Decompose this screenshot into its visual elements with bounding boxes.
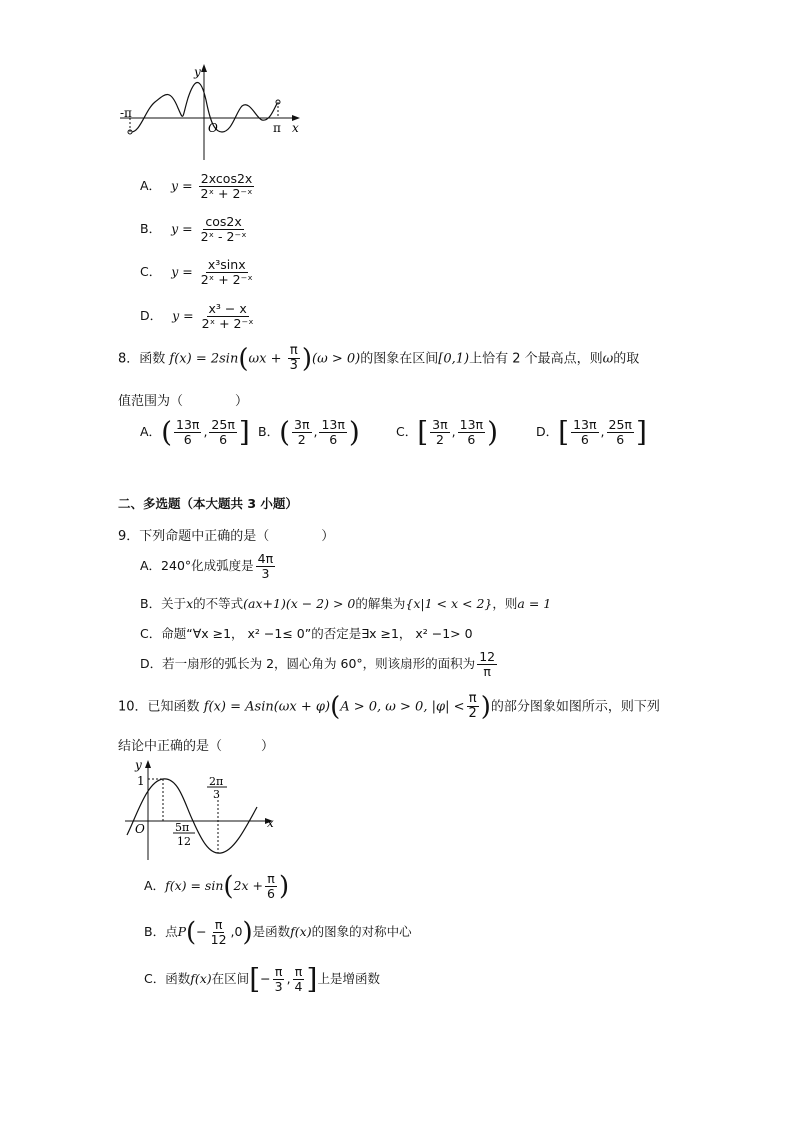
svg-text:2π: 2π [209,775,224,788]
svg-text:5π: 5π [175,821,190,834]
section-heading: 二、多选题（本大题共 3 小题） [118,496,298,511]
origin-label: O [208,121,218,135]
q7-option-c[interactable]: C． y = $\frac{\text{x³sinx}}{\text{2ˣ + 2⁻ˣ}}$ [140,257,253,287]
function-graph-q7 [110,60,310,170]
q8-stem: 8．函数 f(x) = 2sin(ωx + $\frac{\pi}{3}$ )(ω > 0)的图象在区间[0,1)上恰有 2 个最高点，则ω的取 [118,343,640,374]
svg-text:x: x [267,816,274,830]
svg-text:3: 3 [213,788,220,801]
q8-stem-line2: 值范围为（ ） [118,394,249,409]
function-graph-q10 [115,755,285,865]
svg-text:y: y [135,758,142,772]
svg-text:1: 1 [137,774,145,788]
y-axis-label: y [194,65,201,79]
q9-option-d[interactable]: D．若一扇形的弧长为 2，圆心角为 60°，则该扇形的面积为 $\frac{12}{\pi}$ [140,649,496,679]
q9-stem: 9．下列命题中正确的是（ ） [118,529,335,544]
q7-option-d[interactable]: D． y = $\frac{\text{x³ − x}}{\text{2ˣ + 2⁻ˣ}}$ [140,301,254,331]
q10-stem: 10．已知函数 f(x) = Asin(ωx + φ)(A > 0, ω > 0, |φ| < $\frac{\pi}{2}$ )的部分图象如图所示，则下列 [118,691,660,722]
q8-option-d[interactable]: D．[ $\frac{13\pi}{6}$ , $\frac{25\pi}{6}$ ] [536,415,647,449]
q9-option-b[interactable]: B．关于x的不等式(ax+1)(x − 2) > 0的解集为{x|1 < x < 2}，则a = 1 [140,596,552,611]
q7-option-a[interactable]: A． y = $\frac{2xcos2x}{\text{2ˣ + 2⁻ˣ}}$ [140,171,253,201]
q8-option-a[interactable]: A．( $\frac{13\pi}{6}$ , $\frac{25\pi}{6}$ ] [140,415,250,449]
x-axis-label: x [292,121,299,135]
q8-option-b[interactable]: B．( $\frac{3\pi}{2}$ , $\frac{13\pi}{6}$ ) [258,415,360,449]
q10-option-b[interactable]: B．点P(− $\frac{\pi}{12}$ ,0)是函数f(x)的图象的对称中心 [144,917,412,948]
pi-label: π [273,121,281,135]
svg-text:O: O [135,822,145,836]
q10-stem-line2: 结论中正确的是（ ） [118,739,275,754]
q10-option-c[interactable]: C．函数f(x)在区间[− $\frac{\pi}{3}$ , $\frac{\pi}{4}$ ]上是增函数 [144,962,380,996]
q9-option-a[interactable]: A．240°化成弧度是 $\frac{4\pi}{3}$ [140,551,274,581]
q7-option-b[interactable]: B． y = $\frac{\cos 2x}{\text{2ˣ - 2⁻ˣ}}$ [140,214,247,244]
q9-option-c[interactable]: C．命题“∀x ≥1， x² −1≤ 0”的否定是∃x ≥1， x² −1> 0 [140,626,473,641]
neg-pi-label: -π [120,106,132,120]
q10-option-a[interactable]: A．f(x) = sin(2x + $\frac{\pi}{6}$ ) [144,871,290,902]
q8-option-c[interactable]: C．[ $\frac{3\pi}{2}$ , $\frac{13\pi}{6}$ ) [396,415,499,449]
option-letter: A． [140,177,162,193]
svg-text:12: 12 [177,835,191,848]
